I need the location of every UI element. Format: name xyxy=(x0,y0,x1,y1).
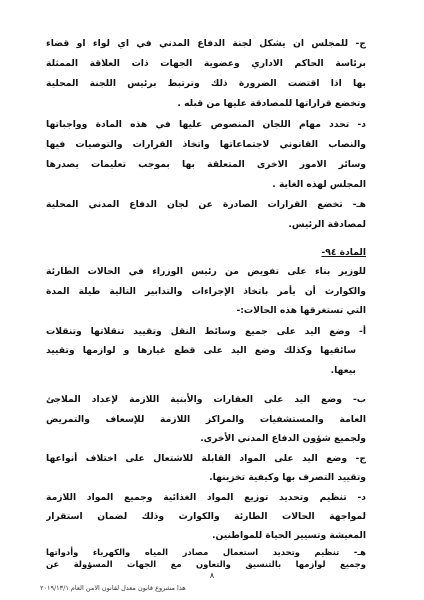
paragraph-d-line-4: المجلس لهذه الغاية . xyxy=(272,179,366,190)
item-d-line-1: د- تنظيم وتحديد توزيع المواد الغذائية وجميع المواد اللازمة xyxy=(46,492,366,503)
article-intro-line-1: للوزير بناء على تفويض من رئيس الوزراء في الحالات الطارئة xyxy=(46,266,366,277)
article-intro-line-3: التي تستغرقها هذه الحالات:- xyxy=(236,305,366,316)
page-number: ٨ xyxy=(209,571,215,580)
item-a-line-2: سائقيها وكذلك وضع اليد على قطع غيارها و لوازمها وتقييد xyxy=(46,345,356,356)
paragraph-j-line-4: وتخضع قراراتها للمصادقة عليها من قبله . xyxy=(177,98,366,109)
paragraph-d-line-3: وسائر الامور الاخرى المتعلقة بها بموجب تعليمات يصدرها xyxy=(46,159,366,170)
paragraph-h-line-1: هـ- تخضع القرارات الصادرة عن لجان الدفاع المدني المحلية xyxy=(46,199,366,210)
paragraph-d-line-1: د- تحدد مهام اللجان المنصوص عليها في هذه المادة وواجباتها xyxy=(46,119,366,130)
item-d-line-3: المعيشة وتسيير الحياة للمواطنين. xyxy=(212,530,366,541)
paragraph-j-line-3: بها اذا اقتضت الضرورة ذلك وترتبط برئيس اللجنة المحلية xyxy=(46,78,366,89)
item-e-line-1: هـ- تنظيم وتحديد استعمال مصادر المياه والكهرباء وأدواتها xyxy=(46,547,366,557)
item-c-line-1: ج- وضع اليد على المواد القابلة للاشتعال على اختلاف أنواعها xyxy=(46,453,366,464)
article-intro-line-2: والكوارث أن يأمر باتخاذ الإجراءات والتدابير التالية طيلة المدة xyxy=(46,286,366,297)
paragraph-j-line-2: برئاسة الحاكم الاداري وعضوية الجهات ذات العلاقة الممثلة xyxy=(46,58,366,69)
item-b-line-1: ب- وضع اليد على العقارات والأبنية اللازمة لإعداد الملاجئ xyxy=(46,394,366,405)
paragraph-j-line-1: ج- للمجلس ان يشكل لجنة الدفاع المدني في اي لواء او قضاء xyxy=(46,38,366,49)
paragraph-d-line-2: والنصاب القانوني لاجتماعاتها واتخاذ القرارات والتوصيات فيها xyxy=(46,139,366,150)
item-c-line-2: وتقييد التصرف بها وكيفية تخزينها. xyxy=(209,472,366,483)
item-a-line-1: أ- وضع اليد على جميع وسائط النقل وتقييد تنقلاتها وتنقلات xyxy=(46,326,366,337)
item-b-line-2: العامة والمستشفيات والمراكز اللازمة للإسعاف والتمريض xyxy=(46,414,366,425)
paragraph-h-line-2: لمصادقة الرئيس. xyxy=(288,219,366,230)
item-d-line-2: لمواجهة الحالات الطارئة والكوارث وذلك لضمان استقرار xyxy=(46,511,366,522)
footer-note: هذا مشروع قانون معدل لقانون الامن العام ٢٠١٩/١٣/١ xyxy=(40,584,186,592)
item-a-line-3: بيعها. xyxy=(330,365,356,376)
article-heading: المادة ٩٤- xyxy=(321,247,366,258)
item-e-line-2: وجميع لوازمها بالتنسيق والتعاون مع الجهات المسؤولة عن xyxy=(46,559,366,569)
item-b-line-3: ولجميع شؤون الدفاع المدني الأخرى. xyxy=(200,433,366,444)
